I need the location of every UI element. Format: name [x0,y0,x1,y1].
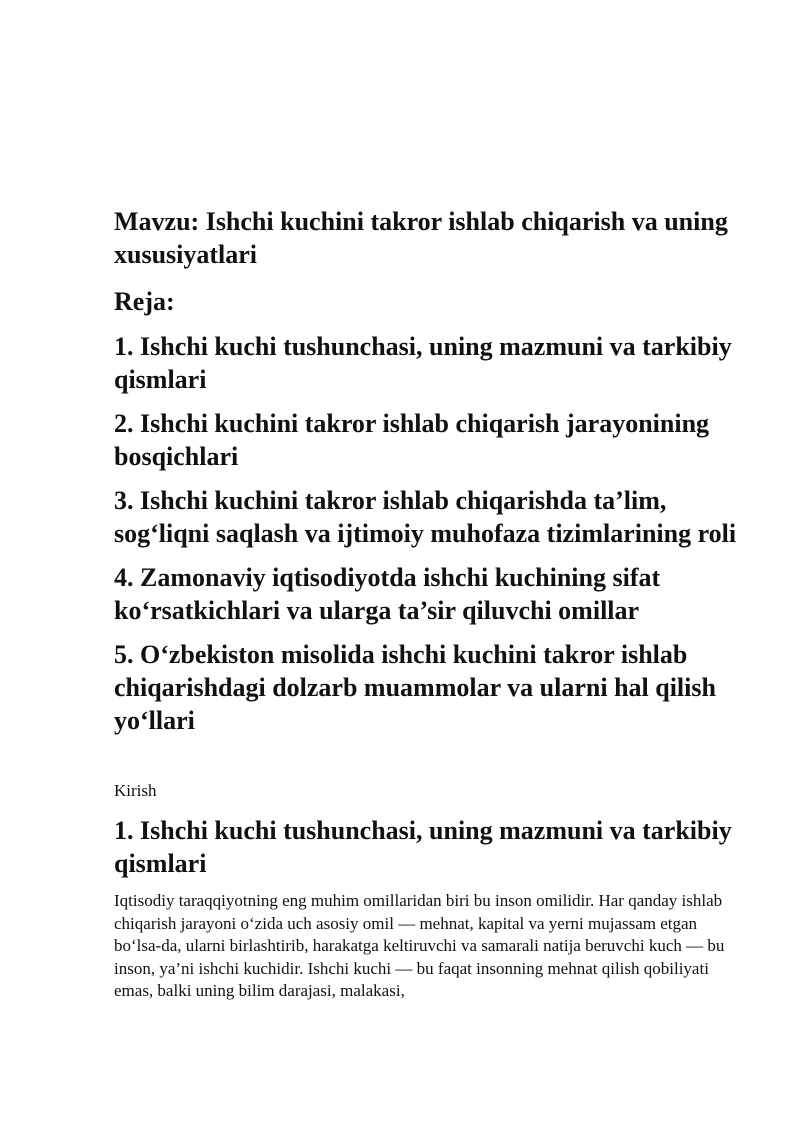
document-page [114,205,744,1003]
section-heading: 1. Ishchi kuchi tushunchasi, uning mazmuni va tarkibiy qismlari [114,816,732,878]
plan-item-4: 4. Zamonaviy iqtisodiyotda ishchi kuchining sifat ko‘rsatkichlari va ularga ta’sir qiluvchi omillar [114,563,661,625]
body-paragraph: Iqtisodiy taraqqiyotning eng muhim omillaridan biri bu inson omilidir. Har qanday ishlab chiqarish jarayoni o‘zida uch asosiy omil — mehnat, kapital va yerni mujassam etgan bo‘lsa-da, ularni birlashtirib, harakatga keltiruvchi va samarali natija beruvchi kuch — bu inson, ya’ni ishchi kuchidir. Ishchi kuchi — bu faqat insonning mehnat qilish qobiliyati emas, balki uning bilim darajasi, malakasi, [114,891,725,1000]
plan-item-1: 1. Ishchi kuchi tushunchasi, uning mazmuni va tarkibiy qismlari [114,332,732,394]
plan-item-2: 2. Ishchi kuchini takror ishlab chiqarish jarayonining bosqichlari [114,409,710,471]
plan-heading: Reja: [114,287,175,316]
plan-item-5: 5. O‘zbekiston misolida ishchi kuchini takror ishlab chiqarishdagi dolzarb muammolar va ularni hal qilish yo‘llari [114,640,716,735]
intro-label: Kirish [114,781,157,800]
plan-list [114,330,744,737]
plan-item-3: 3. Ishchi kuchini takror ishlab chiqarishda ta’lim, sog‘liqni saqlash va ijtimoiy muhofaza tizimlarining roli [114,486,737,548]
document-title: Mavzu: Ishchi kuchini takror ishlab chiqarish va uning xususiyatlari [114,207,728,269]
